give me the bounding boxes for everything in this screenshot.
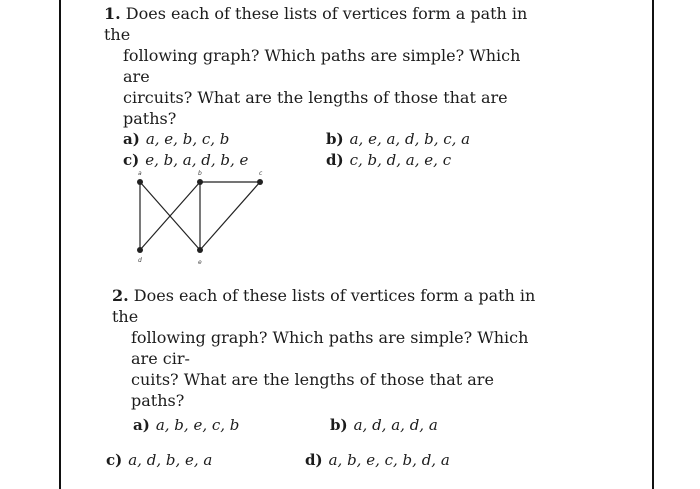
vertex-a (137, 179, 143, 185)
question-1 (104, 3, 534, 171)
option-a-label: a) (123, 130, 140, 148)
question-2-number: 2. (112, 286, 129, 305)
vertex-e (197, 247, 203, 253)
option-b-label: b) (326, 130, 344, 148)
question-1-option-d (326, 150, 451, 171)
option-c-label: c) (123, 151, 140, 169)
option-a-label: a) (133, 416, 150, 434)
option-a-value: a, e, b, c, b (145, 130, 230, 148)
option-b-value: a, d, a, d, a (353, 416, 438, 434)
question-1-options-row-1 (104, 129, 534, 150)
question-2-options-row-2 (106, 450, 552, 471)
question-1-option-a (123, 129, 229, 150)
option-a-value: a, b, e, c, b (155, 416, 240, 434)
option-d-value: c, b, d, a, e, c (349, 151, 452, 169)
option-b-value: a, e, a, d, b, c, a (349, 130, 471, 148)
vertex-d-label: d (138, 257, 142, 264)
option-c-value: e, b, a, d, b, e (145, 151, 249, 169)
vertex-d (137, 247, 143, 253)
question-2-option-a (133, 415, 239, 436)
vertex-b-label: b (198, 170, 202, 177)
option-c-label: c) (106, 451, 123, 469)
question-1-text-1: Does each of these lists of vertices form a path in the (104, 4, 528, 44)
question-2-text-1: Does each of these lists of vertices form a path in the (112, 286, 536, 326)
question-2-text-3: cuits? What are the lengths of those that are paths? (131, 370, 494, 410)
question-2 (106, 285, 552, 471)
edge-c-e (200, 182, 260, 250)
option-d-label: d) (305, 451, 323, 469)
question-2-text-2: following graph? Which paths are simple? Which are cir- (131, 328, 529, 368)
question-2-line-1 (112, 285, 552, 327)
vertex-b (197, 179, 203, 185)
question-2-option-d (305, 450, 450, 471)
graph-figure (120, 160, 280, 280)
vertex-a-label: a (138, 170, 142, 177)
question-1-text-2: following graph? Which paths are simple? Which are (123, 46, 521, 86)
question-1-option-b (326, 129, 470, 150)
vertex-e-label: e (198, 259, 202, 266)
right-border-line (652, 0, 654, 489)
question-1-text-3: circuits? What are the lengths of those that are paths? (123, 88, 508, 128)
option-d-value: a, b, e, c, b, d, a (328, 451, 450, 469)
vertex-c-label: c (259, 170, 263, 177)
question-2-option-b (330, 415, 438, 436)
vertex-c (257, 179, 263, 185)
question-1-number: 1. (104, 4, 121, 23)
question-2-option-c (106, 450, 212, 471)
option-c-value: a, d, b, e, a (128, 451, 213, 469)
question-1-line-1 (104, 3, 534, 45)
option-d-label: d) (326, 151, 344, 169)
option-b-label: b) (330, 416, 348, 434)
left-border-line (59, 0, 61, 489)
question-2-options-row-1 (112, 415, 552, 436)
